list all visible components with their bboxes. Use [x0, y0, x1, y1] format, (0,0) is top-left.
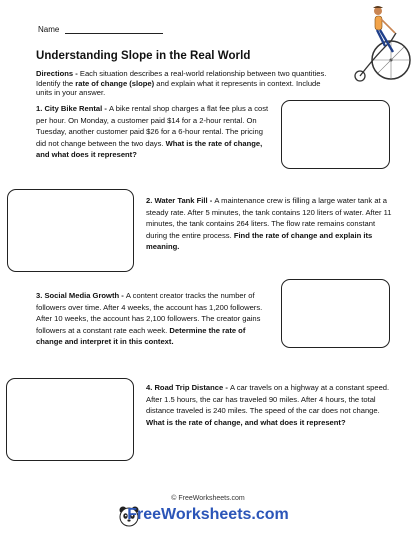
- problem-3: [36, 290, 272, 348]
- directions-text-1: Each situation describes a real-world relationship between two quantities. Identify the: [36, 69, 327, 88]
- name-row: [38, 25, 163, 34]
- problem-4-title: 4. Road Trip Distance -: [146, 383, 230, 392]
- problem-3-body: A content creator tracks the number of followers over time. After 4 weeks, the account has 1,200 followers. After 10 weeks, the account has 2,100 followers. The creator gains followers at a constant rate each week.: [36, 291, 263, 335]
- answer-box-2[interactable]: [7, 189, 134, 272]
- directions: [36, 69, 336, 98]
- problem-3-question: Determine the rate of change and interpret it in this context.: [36, 325, 246, 346]
- problem-1-question: What is the rate of change, and what does it represent?: [36, 138, 263, 159]
- name-label: Name: [38, 25, 60, 34]
- problem-4-question: What is the rate of change, and what does it represent?: [146, 417, 346, 427]
- problem-2: [146, 195, 394, 253]
- problem-2-question: Find the rate of change and explain its meaning.: [146, 230, 373, 251]
- directions-emphasis: rate of change (slope): [75, 78, 155, 88]
- answer-box-3[interactable]: [281, 279, 390, 348]
- penny-farthing-cyclist-icon: [347, 2, 415, 84]
- problem-2-title: 2. Water Tank Fill -: [146, 196, 215, 205]
- directions-label: Directions -: [36, 69, 80, 78]
- answer-box-4[interactable]: [6, 378, 134, 461]
- name-line[interactable]: [65, 25, 163, 34]
- footer-logo[interactable]: FreeWorksheets.com: [127, 506, 289, 523]
- problem-1: [36, 103, 273, 161]
- worksheet-title: Understanding Slope in the Real World: [36, 50, 251, 62]
- problem-2-body: A maintenance crew is filling a large water tank at a steady rate. After 5 minutes, the tank contains 120 liters of water. After 11 minutes, the tank contains 264 liters. The flow rate remains constant during the entire process.: [146, 196, 392, 240]
- problem-1-body: A bike rental shop charges a flat fee plus a cost per hour. On Monday, a customer paid $14 for a 2-hour rental. On Tuesday, another customer paid $26 for a 6-hour rental. The pricing did not change between the two days.: [36, 104, 269, 148]
- answer-box-1[interactable]: [281, 100, 390, 169]
- problem-4: [146, 382, 396, 428]
- directions-text-2: and explain what it represents in context. Include units in your answer.: [36, 78, 321, 98]
- problem-1-title: 1. City Bike Rental -: [36, 104, 110, 113]
- problem-3-title: 3. Social Media Growth -: [36, 291, 126, 300]
- footer-url[interactable]: © FreeWorksheets.com: [171, 495, 245, 502]
- problem-4-body: A car travels on a highway at a constant speed. After 1.5 hours, the car has traveled 90 miles. After 4 hours, the total distance traveled is 240 miles. The speed of the car does not change.: [146, 383, 390, 415]
